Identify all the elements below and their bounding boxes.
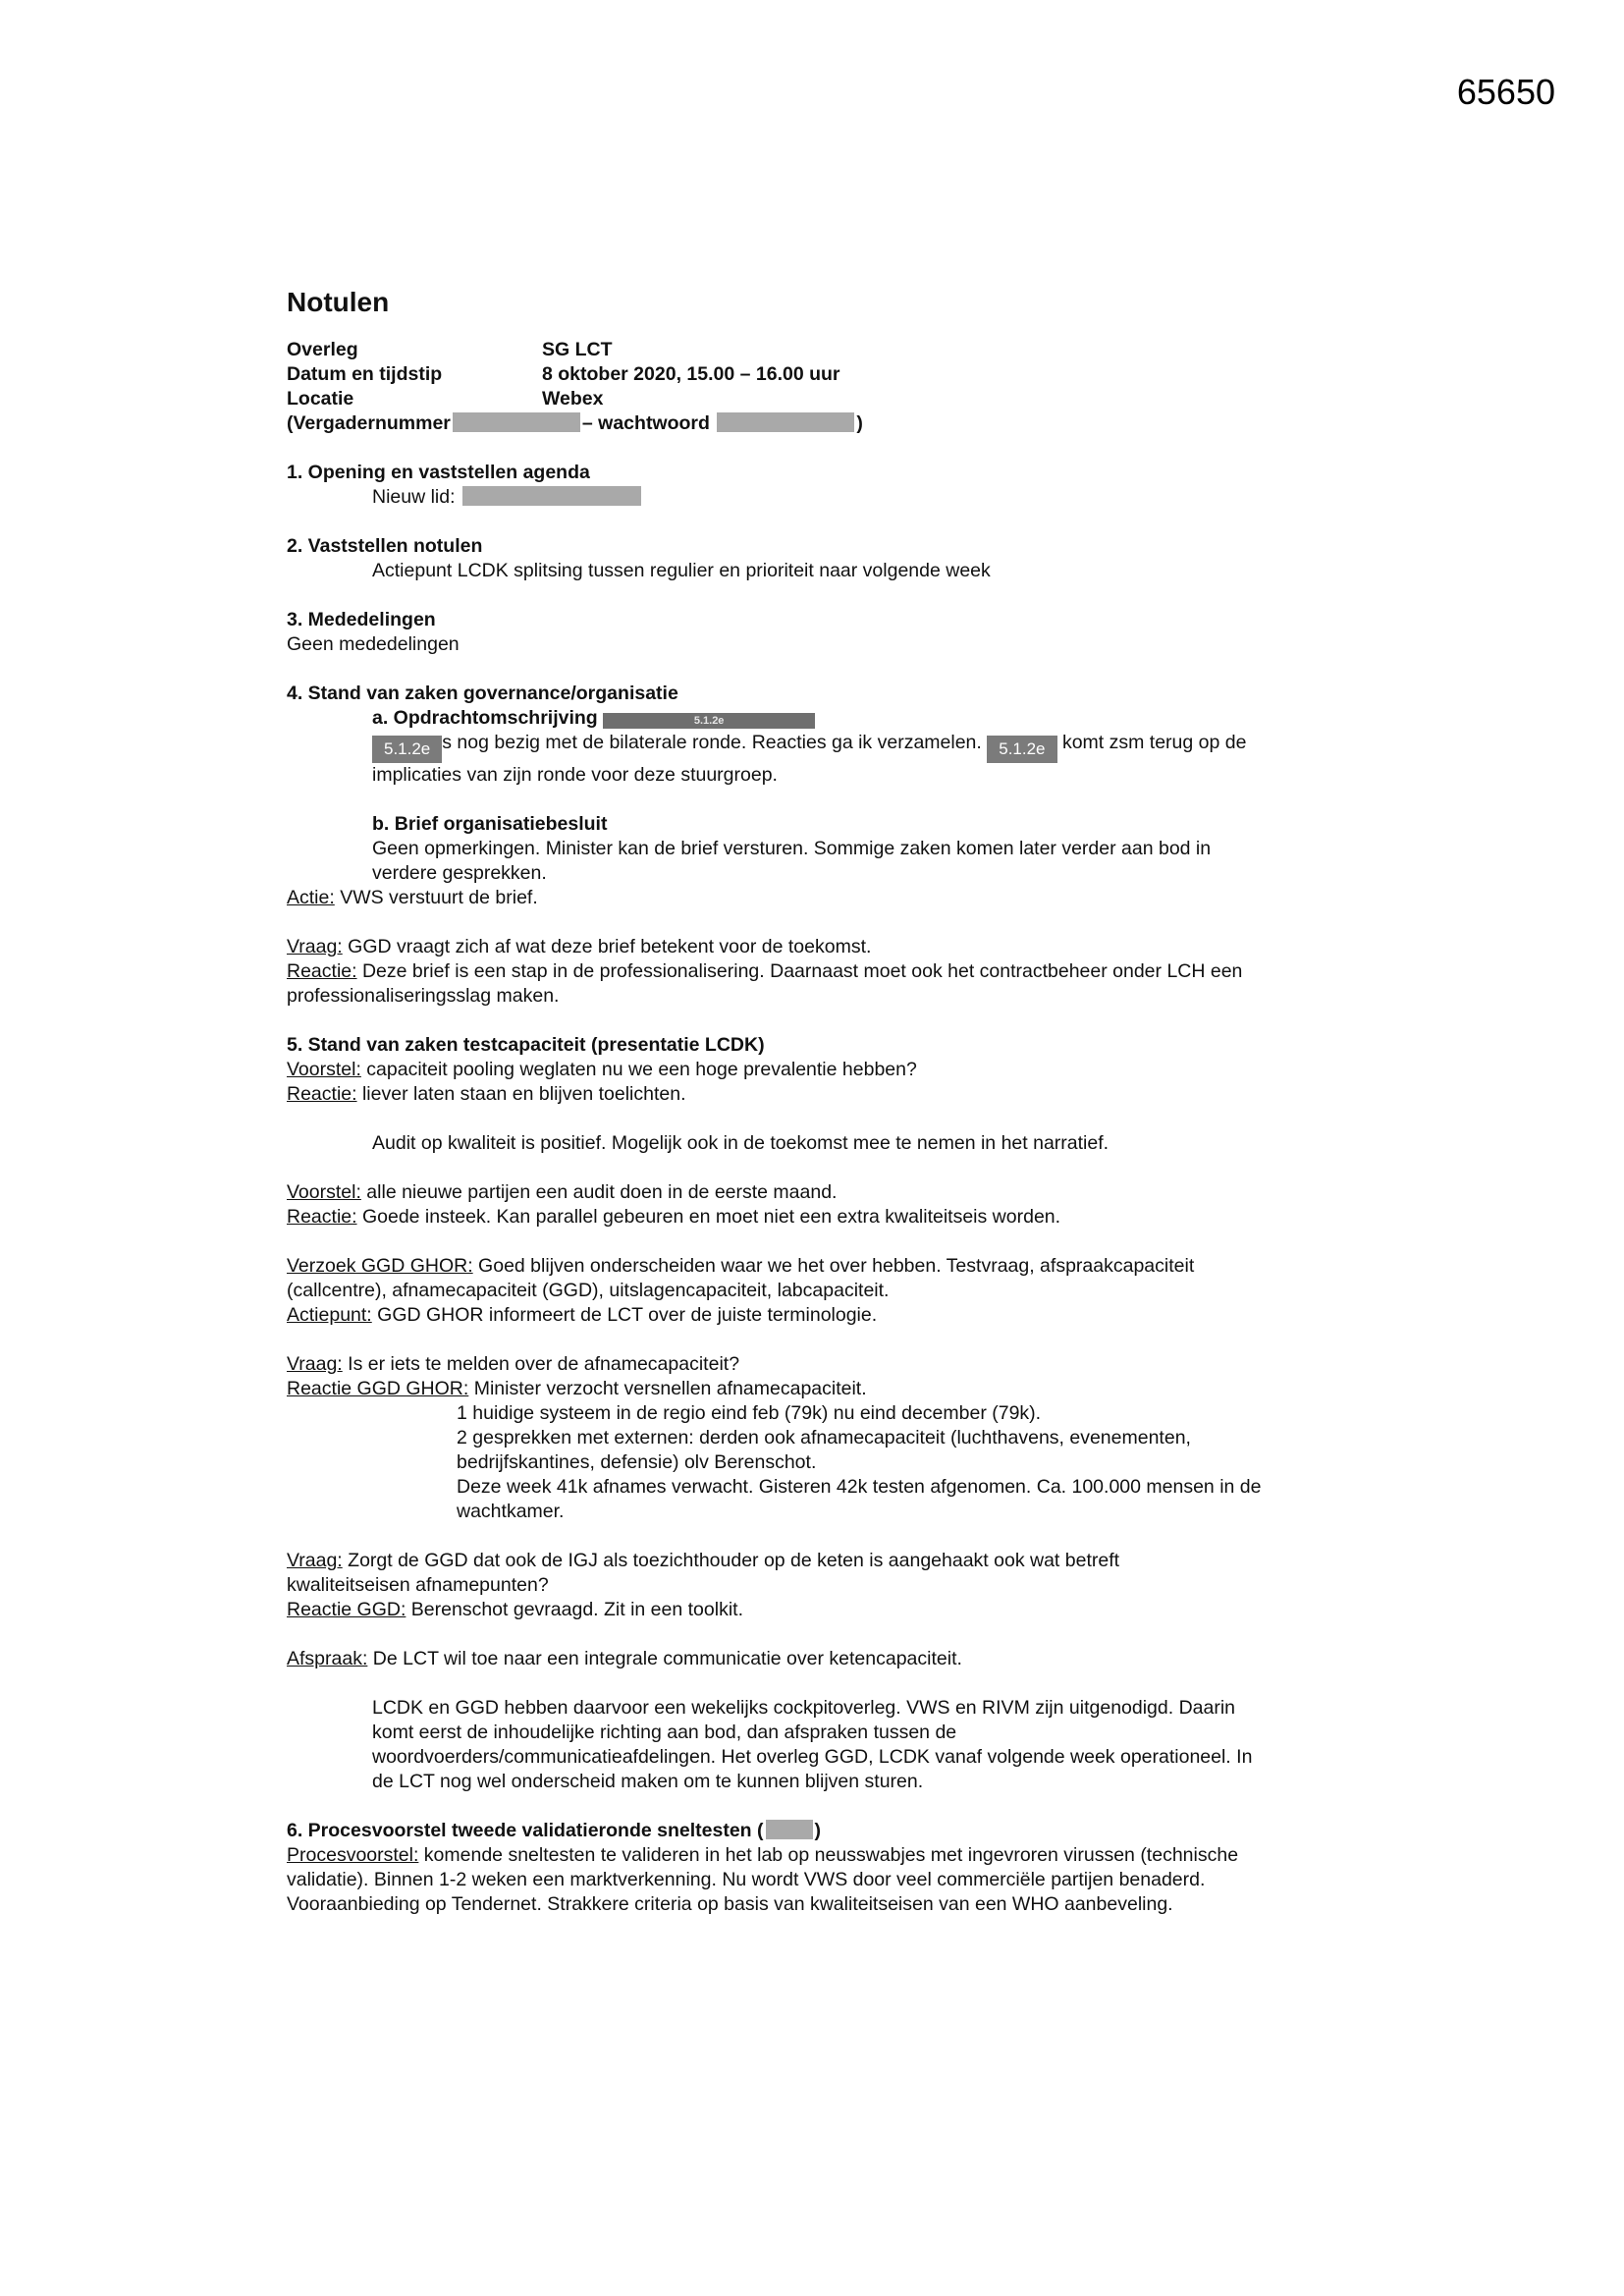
- reactie-line: [287, 959, 1377, 984]
- meta-overleg-label: Overleg: [287, 339, 358, 360]
- afspraak-label: Afspraak:: [287, 1648, 368, 1669]
- section-6-heading: [287, 1819, 1377, 1843]
- section-2-heading: 2. Vaststellen notulen: [287, 535, 483, 557]
- voorstel-text: alle nieuwe partijen een audit doen in de eerste maand.: [360, 1181, 838, 1203]
- meeting-meta: [287, 338, 1377, 436]
- afspraak-text: De LCT wil toe naar een integrale communicatie over ketencapaciteit.: [367, 1648, 962, 1669]
- section-3-heading: 3. Mededelingen: [287, 609, 436, 630]
- reactie-label: Reactie:: [287, 1083, 357, 1105]
- section-3-line: Geen mededelingen: [287, 633, 460, 655]
- section-2-line: Actiepunt LCDK splitsing tussen regulier en prioriteit naar volgende week: [372, 560, 991, 581]
- vraag-line-cont: kwaliteitseisen afnamepunten?: [287, 1574, 549, 1596]
- redaction-block: [462, 486, 641, 506]
- verzoek-text: Goed blijven onderscheiden waar we het over hebben. Testvraag, afspraakcapaciteit: [472, 1255, 1195, 1277]
- vraag-label: Vraag:: [287, 936, 343, 957]
- redaction-block: [453, 412, 580, 432]
- redaction-block: 5.1.2e: [603, 713, 815, 729]
- section-3: [287, 608, 1377, 657]
- section-5-heading: 5. Stand van zaken testcapaciteit (presentatie LCDK): [287, 1034, 765, 1056]
- verzoek-line-cont: (callcentre), afnamecapaciteit (GGD), uitslagencapaciteit, labcapaciteit.: [287, 1280, 890, 1301]
- section-1-heading: 1. Opening en vaststellen agenda: [287, 462, 590, 483]
- vraag-text: Zorgt de GGD dat ook de IGJ als toezichthouder op de keten is aangehaakt ook wat betreft: [342, 1550, 1120, 1571]
- procesvoorstel-line: [287, 1843, 1377, 1868]
- section-4b-text: Geen opmerkingen. Minister kan de brief versturen. Sommige zaken komen later verder aan bod in: [372, 838, 1212, 859]
- verzoek-label: Verzoek GGD GHOR:: [287, 1255, 473, 1277]
- page-number: 65650: [1456, 72, 1555, 112]
- voorstel-label: Voorstel:: [287, 1059, 361, 1080]
- reactie-line: [287, 1377, 1377, 1401]
- section-4b-text-cont: verdere gesprekken.: [372, 862, 547, 884]
- lcdk-paragraph-line: komt eerst de inhoudelijke richting aan bod, dan afspraken tussen de: [372, 1722, 957, 1743]
- meta-overleg-value: SG LCT: [542, 339, 613, 360]
- reactie-line: [287, 1205, 1377, 1230]
- meta-locatie-label: Locatie: [287, 388, 354, 410]
- list-item-cont: bedrijfskantines, defensie) olv Berenschot.: [457, 1451, 817, 1473]
- opdrachtomschrijving-label: a. Opdrachtomschrijving: [372, 707, 598, 729]
- vraag-label: Vraag:: [287, 1550, 343, 1571]
- section-4b-heading: b. Brief organisatiebesluit: [372, 813, 608, 835]
- actiepunt-label: Actiepunt:: [287, 1304, 372, 1326]
- redaction-block: 5.1.2e: [372, 736, 442, 763]
- actiepunt-text: GGD GHOR informeert de LCT over de juiste terminologie.: [371, 1304, 878, 1326]
- reactie-label: Reactie GGD:: [287, 1599, 406, 1620]
- section-5: [287, 1033, 1377, 1794]
- vergadernummer-close: ): [856, 412, 863, 434]
- section-2: [287, 534, 1377, 583]
- nieuw-lid-label: Nieuw lid:: [372, 486, 456, 508]
- voorstel-label: Voorstel:: [287, 1181, 361, 1203]
- vraag-text: Is er iets te melden over de afnamecapaciteit?: [342, 1353, 740, 1375]
- section-4a-text-part: s nog bezig met de bilaterale ronde. Reacties ga ik verzamelen.: [442, 732, 982, 753]
- section-6-heading-close: ): [814, 1820, 822, 1841]
- voorstel-line: [287, 1058, 1377, 1082]
- list-item: Deze week 41k afnames verwacht. Gisteren 42k testen afgenomen. Ca. 100.000 mensen in de: [457, 1476, 1262, 1498]
- lcdk-paragraph-line: woordvoerders/communicatieafdelingen. Het overleg GGD, LCDK vanaf volgende week operationeel. In: [372, 1746, 1253, 1768]
- vraag-line: [287, 1549, 1377, 1573]
- vraag-line: [287, 1352, 1377, 1377]
- redaction-block: [717, 412, 854, 432]
- vraag-line: [287, 935, 1377, 959]
- vraag-label: Vraag:: [287, 1353, 343, 1375]
- section-1-line: [287, 485, 1377, 510]
- section-6: [287, 1819, 1377, 1917]
- section-4-heading: 4. Stand van zaken governance/organisatie: [287, 683, 678, 704]
- procesvoorstel-label: Procesvoorstel:: [287, 1844, 419, 1866]
- section-4a-text: [287, 731, 1377, 763]
- vergadernummer-label: (Vergadernummer: [287, 412, 451, 434]
- reactie-text: Berenschot gevraagd. Zit in een toolkit.: [406, 1599, 743, 1620]
- section-4a-text-part: komt zsm terug op de: [1061, 732, 1247, 753]
- procesvoorstel-line-cont: validatie). Binnen 1-2 weken een marktverkenning. Nu wordt VWS door veel commerciële partijen benaderd.: [287, 1869, 1206, 1890]
- vraag-text: GGD vraagt zich af wat deze brief betekent voor de toekomst.: [342, 936, 872, 957]
- list-item-cont: wachtkamer.: [457, 1501, 565, 1522]
- audit-line: Audit op kwaliteit is positief. Mogelijk ook in de toekomst mee te nemen in het narratief.: [372, 1132, 1110, 1154]
- section-1: [287, 461, 1377, 510]
- wachtwoord-label: – wachtwoord: [581, 412, 710, 434]
- lcdk-paragraph-line: de LCT nog wel onderscheid maken om te kunnen blijven sturen.: [372, 1771, 924, 1792]
- actie-text: VWS verstuurt de brief.: [334, 887, 538, 908]
- actiepunt-line: [287, 1303, 1377, 1328]
- actie-line: [287, 886, 1377, 910]
- minutes-document: [287, 285, 1377, 1917]
- reactie-line: [287, 1598, 1377, 1622]
- list-item: 2 gesprekken met externen: derden ook afnamecapaciteit (luchthavens, evenementen,: [457, 1427, 1191, 1449]
- lcdk-paragraph-line: LCDK en GGD hebben daarvoor een wekelijks cockpitoverleg. VWS en RIVM zijn uitgenodigd. Daarin: [372, 1697, 1236, 1719]
- list-item: 1 huidige systeem in de regio eind feb (79k) nu eind december (79k).: [457, 1402, 1042, 1424]
- section-4: [287, 682, 1377, 1009]
- afspraak-line: [287, 1647, 1377, 1671]
- section-4a-heading: [287, 706, 1377, 731]
- reactie-label: Reactie:: [287, 960, 357, 982]
- voorstel-line: [287, 1180, 1377, 1205]
- procesvoorstel-text: komende sneltesten te valideren in het lab op neusswabjes met ingevroren virussen (technische: [418, 1844, 1239, 1866]
- reactie-label: Reactie GGD GHOR:: [287, 1378, 469, 1399]
- reactie-line-cont: professionaliseringsslag maken.: [287, 985, 560, 1007]
- verzoek-line: [287, 1254, 1377, 1279]
- actie-label: Actie:: [287, 887, 335, 908]
- redaction-block: 5.1.2e: [987, 736, 1056, 763]
- reactie-text: Minister verzocht versnellen afnamecapaciteit.: [468, 1378, 867, 1399]
- reactie-text: liever laten staan en blijven toelichten.: [356, 1083, 686, 1105]
- document-title: Notulen: [287, 287, 390, 317]
- section-6-heading-text: 6. Procesvoorstel tweede validatieronde sneltesten (: [287, 1820, 764, 1841]
- meta-datum-label: Datum en tijdstip: [287, 363, 443, 385]
- section-4a-text-cont: implicaties van zijn ronde voor deze stuurgroep.: [372, 764, 778, 786]
- voorstel-text: capaciteit pooling weglaten nu we een hoge prevalentie hebben?: [360, 1059, 917, 1080]
- reactie-text: Goede insteek. Kan parallel gebeuren en moet niet een extra kwaliteitseis worden.: [356, 1206, 1061, 1228]
- reactie-label: Reactie:: [287, 1206, 357, 1228]
- reactie-text: Deze brief is een stap in de professionalisering. Daarnaast moet ook het contractbeheer onder LCH een: [356, 960, 1243, 982]
- redaction-block: [766, 1820, 813, 1839]
- meta-datum-value: 8 oktober 2020, 15.00 – 16.00 uur: [542, 363, 840, 385]
- meta-vergadernummer: [287, 411, 1377, 436]
- meta-locatie-value: Webex: [542, 388, 604, 410]
- reactie-line: [287, 1082, 1377, 1107]
- procesvoorstel-line-cont: Vooraanbieding op Tendernet. Strakkere criteria op basis van kwaliteitseisen van een WHO aanbeveling.: [287, 1893, 1173, 1915]
